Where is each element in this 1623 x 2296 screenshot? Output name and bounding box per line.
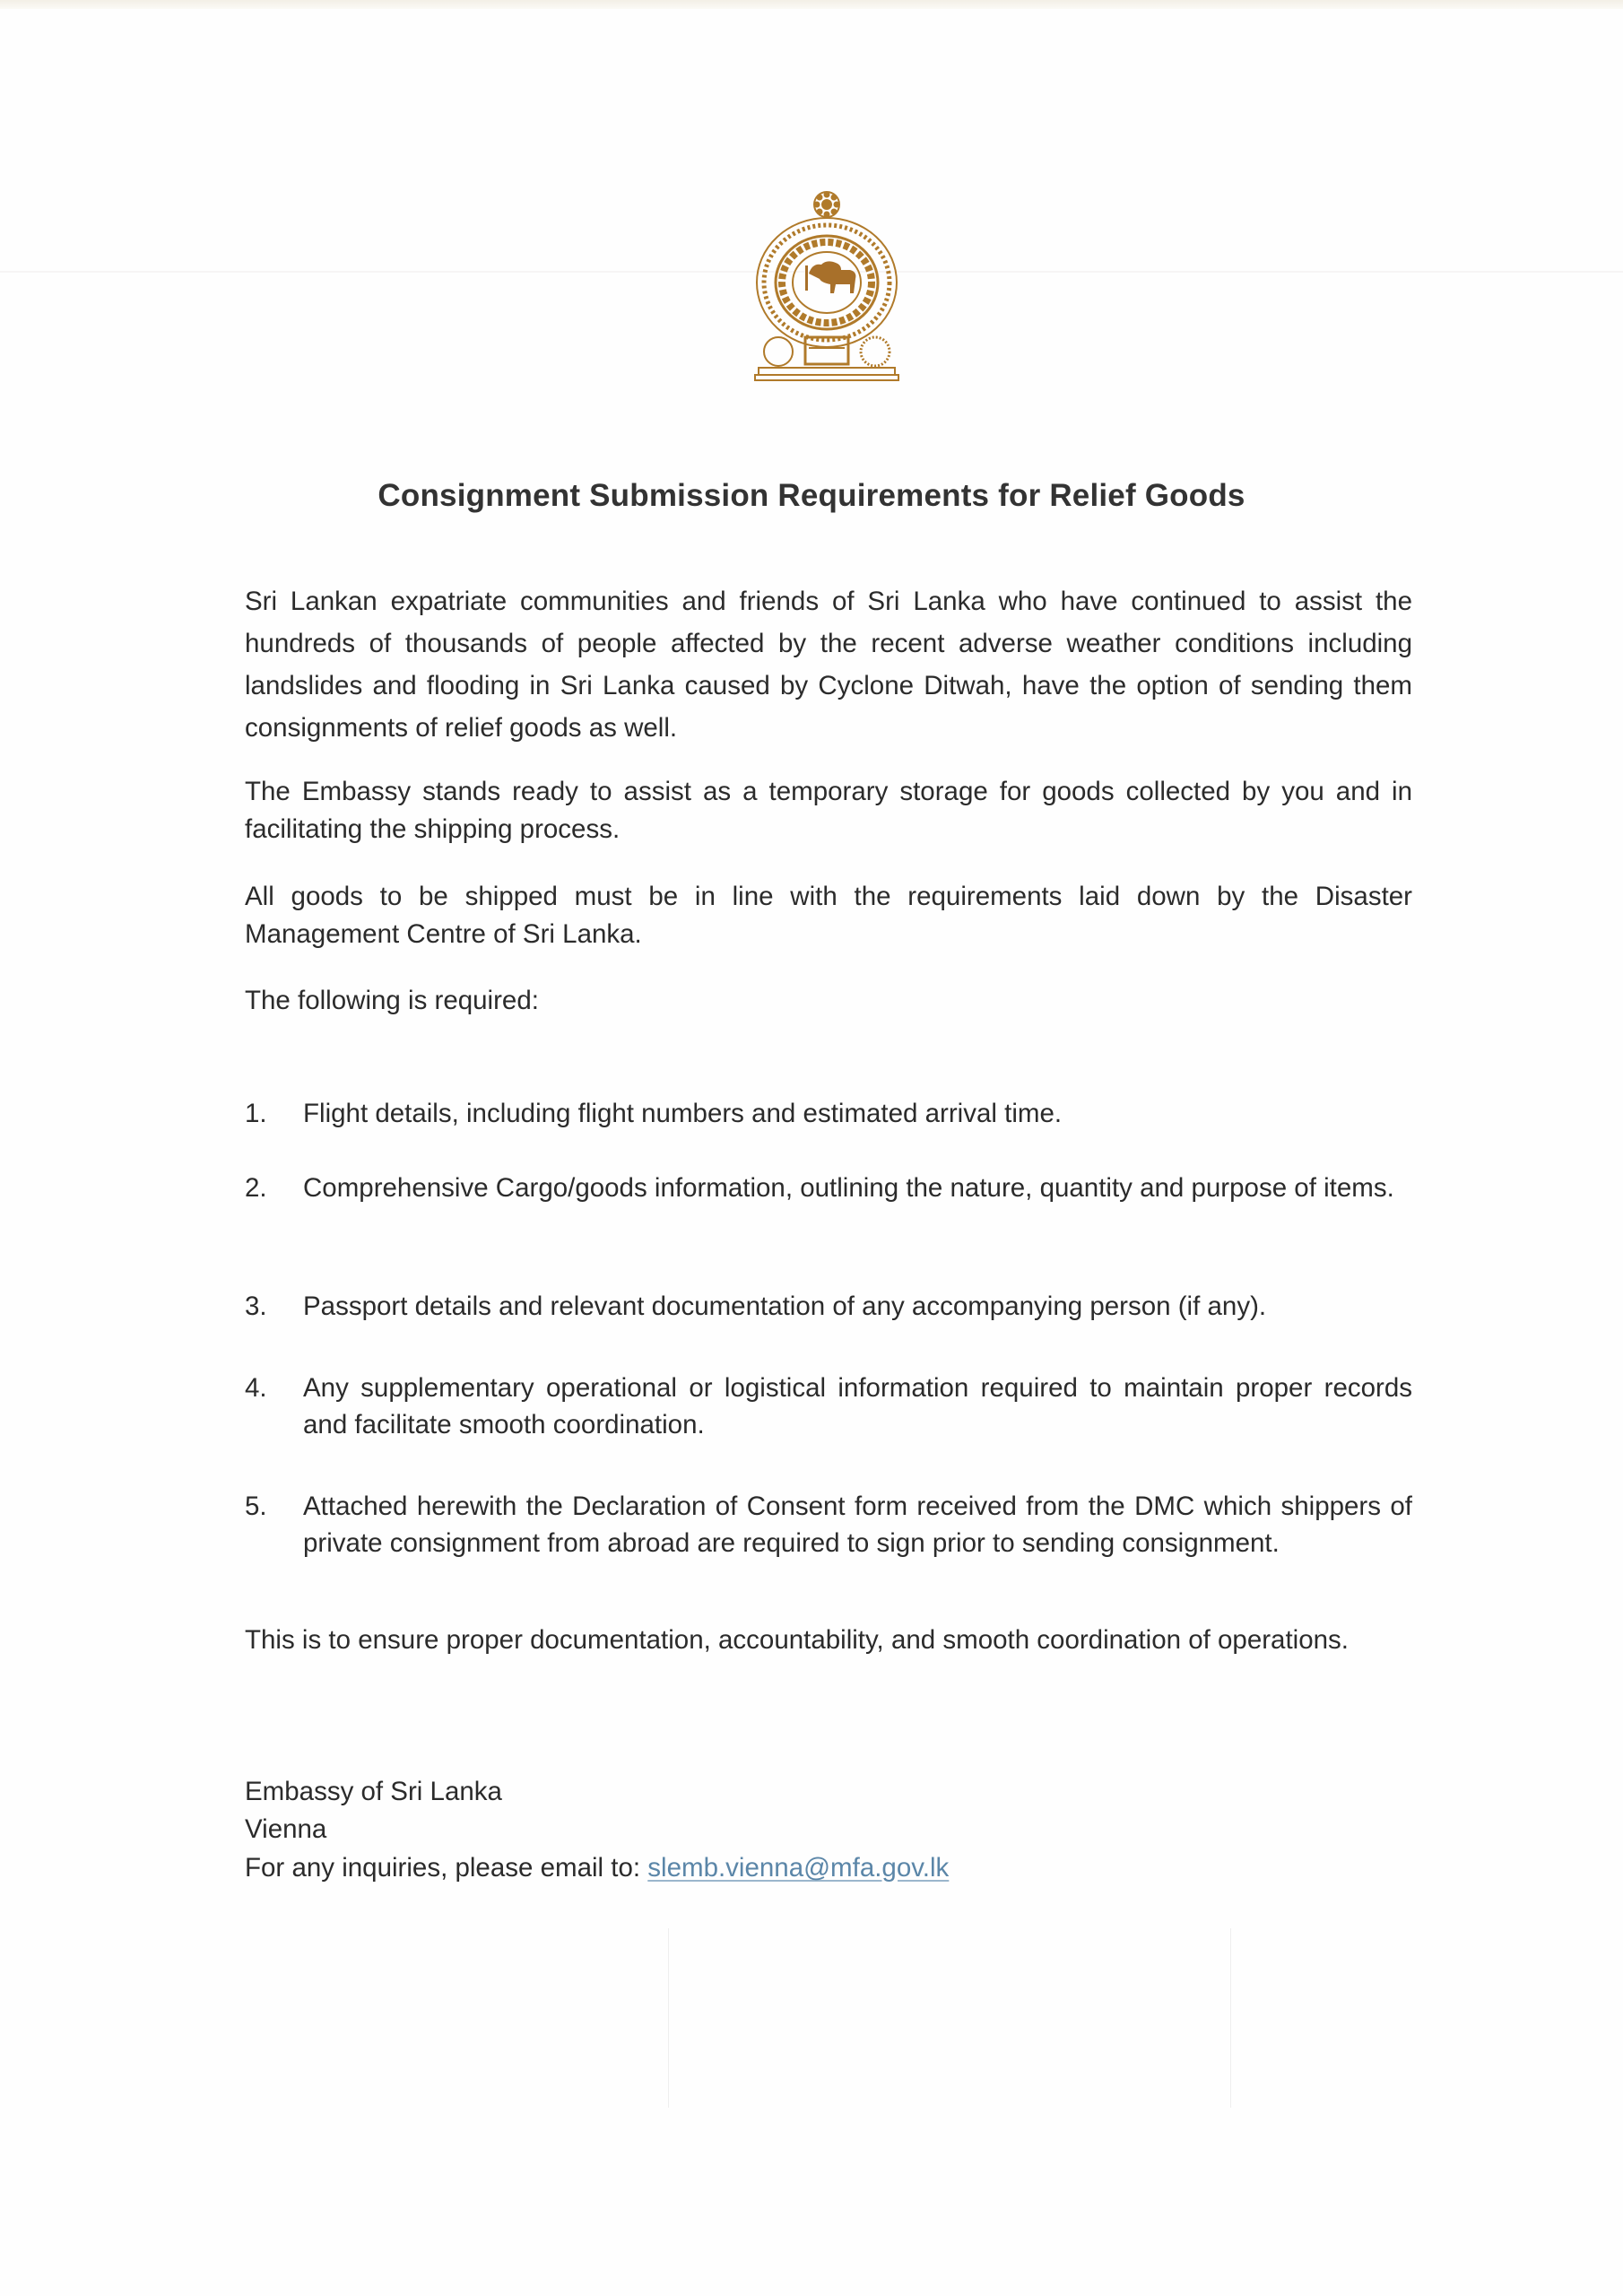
signature-organization: Embassy of Sri Lanka xyxy=(245,1777,502,1806)
following-required-label: The following is required: xyxy=(245,986,539,1015)
embassy-assistance-paragraph: The Embassy stands ready to assist as a temporary storage for goods collected by you and in facilitating the shipping process. xyxy=(245,777,1412,844)
dmc-requirements-paragraph: All goods to be shipped must be in line with the requirements laid down by the Disaster Management Centre of Sri Lanka. xyxy=(245,882,1412,949)
document-title: Consignment Submission Requirements for Relief Goods xyxy=(378,478,1245,513)
requirement-item-1 xyxy=(245,1095,1412,1132)
requirement-item-4 xyxy=(245,1370,1412,1443)
requirement-item-5 xyxy=(245,1488,1412,1561)
item-number: 4. xyxy=(245,1373,267,1403)
scan-streak xyxy=(1230,1928,1231,2108)
item-number: 3. xyxy=(245,1292,267,1321)
item-text: Comprehensive Cargo/goods information, outlining the nature, quantity and purpose of items. xyxy=(303,1173,1394,1203)
item-number: 1. xyxy=(245,1099,267,1128)
inquiry-label: For any inquiries, please email to: xyxy=(245,1853,648,1883)
sri-lanka-emblem-icon xyxy=(753,188,901,386)
item-text: Flight details, including flight numbers and estimated arrival time. xyxy=(303,1099,1063,1128)
scan-streak xyxy=(668,1928,669,2108)
inquiry-line xyxy=(245,1849,949,1887)
item-text: Any supplementary operational or logistical information required to maintain proper records and facilitate smooth coordination. xyxy=(303,1373,1412,1439)
requirement-item-2 xyxy=(245,1170,1412,1206)
item-number: 2. xyxy=(245,1173,267,1203)
item-text: Attached herewith the Declaration of Consent form received from the DMC which shippers of private consignment from abroad are required to sign prior to sending consignment. xyxy=(303,1492,1412,1558)
intro-paragraph: Sri Lankan expatriate communities and friends of Sri Lanka who have continued to assist the hundreds of thousands of people affected by the recent adverse weather conditions including landslides and flooding in Sri Lanka caused by Cyclone Ditwah, have the option of sending them consignments of relief goods as well. xyxy=(245,587,1412,743)
signature-city: Vienna xyxy=(245,1814,327,1844)
item-text: Passport details and relevant documentation of any accompanying person (if any). xyxy=(303,1292,1267,1321)
scan-top-edge xyxy=(0,0,1623,9)
closing-paragraph: This is to ensure proper documentation, accountability, and smooth coordination of operations. xyxy=(245,1625,1349,1655)
email-link[interactable]: slemb.vienna@mfa.gov.lk xyxy=(647,1853,950,1883)
requirement-item-3 xyxy=(245,1288,1412,1325)
item-number: 5. xyxy=(245,1492,267,1521)
